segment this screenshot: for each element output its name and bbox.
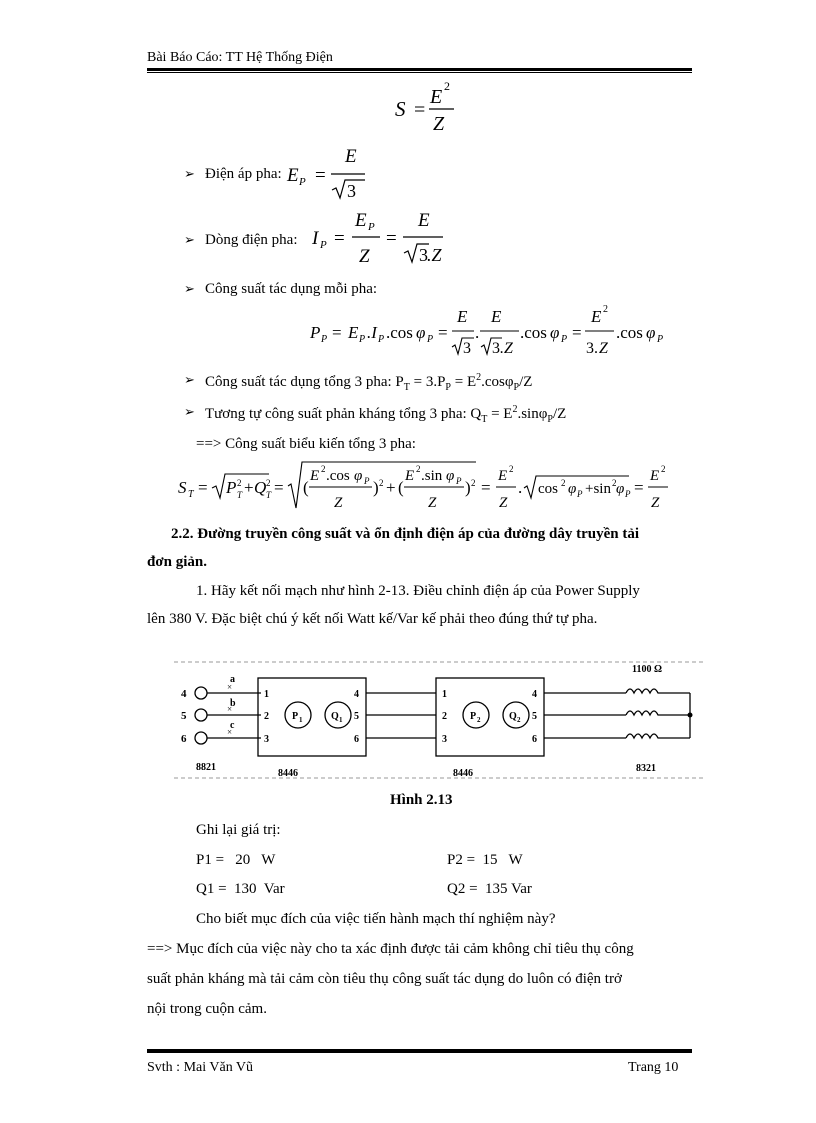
port2-in-1: 1 <box>442 689 447 700</box>
svg-text:.cos: .cos <box>326 468 350 484</box>
circuit-figure <box>170 658 710 782</box>
formula-ep <box>283 142 373 202</box>
formula-ip <box>308 206 448 270</box>
svg-text:2: 2 <box>509 464 514 474</box>
svg-text:=: = <box>414 99 426 121</box>
svg-text:2: 2 <box>603 304 608 315</box>
svg-text:φ: φ <box>550 323 560 342</box>
svg-text:2: 2 <box>237 478 242 488</box>
footer-rule <box>147 1049 692 1053</box>
svg-text:+sin: +sin <box>585 481 611 497</box>
record-p2: P2 = 15 W <box>447 852 523 868</box>
bullet4-tail: .cosφ <box>481 374 514 390</box>
port2-out-5: 5 <box>532 711 537 722</box>
bullet5-tail: .sinφ <box>517 406 548 422</box>
bullet-text-1: Điện áp pha: <box>205 166 282 182</box>
svg-text:=: = <box>274 478 284 497</box>
record-label: Ghi lại giá trị: <box>196 822 281 838</box>
svg-text:=: = <box>315 165 326 186</box>
svg-text:2: 2 <box>266 478 271 488</box>
svg-text:×: × <box>227 682 233 692</box>
svg-text:Z: Z <box>428 495 437 511</box>
meter-q2: Q <box>509 711 517 722</box>
svg-text:I: I <box>312 228 319 249</box>
meter-p1: P <box>292 711 299 722</box>
svg-text:E: E <box>355 210 367 231</box>
svg-text:E: E <box>348 323 359 342</box>
svg-text:2: 2 <box>444 79 450 93</box>
svg-text:=: = <box>481 478 491 497</box>
svg-text:×: × <box>227 704 233 714</box>
svg-text:): ) <box>373 478 379 497</box>
svg-text:P: P <box>625 489 631 499</box>
bullet-text-2: Dòng điện pha: <box>205 232 298 248</box>
svg-text:.: . <box>518 478 523 497</box>
svg-text:P: P <box>359 334 366 345</box>
svg-text:P: P <box>310 323 321 342</box>
svg-text:P: P <box>456 476 462 486</box>
bullet-marker-3: ➢ <box>184 282 195 297</box>
module-8446-label-2: 8446 <box>453 768 473 779</box>
svg-text:T: T <box>266 490 272 500</box>
svg-text:φ: φ <box>646 323 656 342</box>
phase-c: c <box>230 720 235 731</box>
svg-text:2: 2 <box>661 464 666 474</box>
meter-q1-sub: 1 <box>339 716 343 724</box>
port1-in-1: 1 <box>264 689 269 700</box>
svg-text:E: E <box>418 210 430 231</box>
bullet-marker-5: ➢ <box>184 405 195 420</box>
svg-text:3: 3 <box>463 340 471 357</box>
svg-text:T: T <box>237 490 243 500</box>
svg-text:E: E <box>457 307 468 326</box>
svg-text:E: E <box>287 165 299 186</box>
svg-text:=: = <box>438 323 448 342</box>
para1-line2: lên 380 V. Đặc biệt chú ý kết nối Watt kế/Var kế phải theo đúng thứ tự pha. <box>147 611 598 627</box>
module-8821-label: 8821 <box>196 762 216 773</box>
svg-text:φ: φ <box>568 481 577 497</box>
svg-text:E: E <box>650 468 660 484</box>
svg-text:.cos: .cos <box>520 323 547 342</box>
svg-text:φ: φ <box>446 468 455 484</box>
svg-text:Z: Z <box>359 246 370 267</box>
svg-text:Z: Z <box>334 495 343 511</box>
svg-text:.I: .I <box>367 323 377 342</box>
svg-text:=: = <box>386 228 397 249</box>
bullet-text-5: Tương tự công suất phản kháng tổng 3 pha: Q <box>205 406 482 422</box>
svg-text:3: 3 <box>492 340 500 357</box>
svg-text:φ: φ <box>616 481 625 497</box>
svg-text:Z: Z <box>499 495 508 511</box>
svg-text:P: P <box>657 334 664 345</box>
phase-b: b <box>230 698 236 709</box>
question: Cho biết mục đích của việc tiến hành mạch thí nghiệm này? <box>196 911 556 927</box>
port1-out-6: 6 <box>354 734 359 745</box>
figure-caption: Hình 2.13 <box>390 792 453 808</box>
bullet-line-4 <box>205 373 532 393</box>
svg-text:2: 2 <box>471 478 476 488</box>
resistor-label: 1100 Ω <box>632 664 662 675</box>
formula-st <box>176 458 676 518</box>
svg-text:T: T <box>188 489 194 500</box>
port2-out-4: 4 <box>532 689 537 700</box>
svg-text:.: . <box>475 323 480 342</box>
sub-phi: P <box>513 382 520 393</box>
svg-text:.sin: .sin <box>421 468 443 484</box>
svg-text:E: E <box>430 86 443 108</box>
svg-text:P: P <box>378 334 385 345</box>
svg-text:+: + <box>386 478 396 497</box>
svg-text:P: P <box>561 334 568 345</box>
svg-text:=: = <box>332 323 342 342</box>
footer-author: Svth : Mai Văn Vũ <box>147 1060 254 1075</box>
svg-text:=: = <box>572 323 582 342</box>
svg-text:E: E <box>405 468 415 484</box>
svg-text:): ) <box>465 478 471 497</box>
svg-text:2: 2 <box>379 478 384 488</box>
bullet4-end: /Z <box>519 374 533 390</box>
svg-text:Z: Z <box>433 113 445 134</box>
bullet-line-5 <box>205 405 566 425</box>
record-q1: Q1 = 130 Var <box>196 881 285 897</box>
sub-t: T <box>403 382 410 393</box>
svg-text:3.: 3. <box>586 340 598 357</box>
svg-text:P: P <box>321 334 328 345</box>
svg-text:φ: φ <box>354 468 363 484</box>
svg-text:=: = <box>634 478 644 497</box>
meter-q2-sub: 2 <box>517 716 521 724</box>
svg-text:P: P <box>368 221 375 233</box>
svg-text:3: 3 <box>347 181 356 201</box>
bullet-text-4: Công suất tác dụng tổng 3 pha: P <box>205 374 404 390</box>
terminal-left-5: 5 <box>181 710 187 722</box>
port1-out-4: 4 <box>354 689 359 700</box>
header-title: Bài Báo Cáo: TT Hệ Thống Điện <box>147 50 333 65</box>
sub-phi5: P <box>547 414 553 425</box>
svg-text:(: ( <box>303 478 309 497</box>
port2-in-3: 3 <box>442 734 447 745</box>
sup-2: 2 <box>476 372 482 383</box>
meter-p2-sub: 2 <box>477 716 481 724</box>
svg-text:×: × <box>227 727 233 737</box>
svg-text:P: P <box>427 334 434 345</box>
svg-text:3: 3 <box>419 245 428 265</box>
port1-in-2: 2 <box>264 711 269 722</box>
svg-text:P: P <box>299 176 306 188</box>
svg-text:S: S <box>178 478 187 497</box>
svg-text:.cos: .cos <box>616 323 643 342</box>
svg-text:P: P <box>320 239 327 251</box>
bullet4-mid: = 3.P <box>409 374 446 390</box>
port1-in-3: 3 <box>264 734 269 745</box>
svg-text:2: 2 <box>416 464 421 474</box>
bullet-marker-2: ➢ <box>184 233 195 248</box>
svg-text:.cos: .cos <box>386 323 413 342</box>
formula-pp <box>306 302 692 364</box>
bullet4-eq: = E <box>450 374 477 390</box>
terminal-left-6: 6 <box>181 733 187 745</box>
svg-text:.Z: .Z <box>500 340 513 357</box>
port1-out-5: 5 <box>354 711 359 722</box>
sub-t5: T <box>481 414 488 425</box>
svg-text:E: E <box>345 146 357 167</box>
footer-page: Trang 10 <box>628 1060 679 1075</box>
bullet-marker-1: ➢ <box>184 167 195 182</box>
phase-a: a <box>230 674 235 685</box>
svg-text:Q: Q <box>254 478 267 497</box>
answer-line2: suất phản kháng mà tải cảm còn tiêu thụ công suất tác dụng do luôn có điện trở <box>147 971 622 987</box>
svg-text:2: 2 <box>321 464 326 474</box>
svg-text:2: 2 <box>561 478 566 488</box>
svg-text:=: = <box>198 478 208 497</box>
svg-text:P: P <box>577 489 583 499</box>
svg-text:P: P <box>364 476 370 486</box>
module-8446-label-1: 8446 <box>278 768 298 779</box>
port2-out-6: 6 <box>532 734 537 745</box>
para1-line1: 1. Hãy kết nối mạch như hình 2-13. Điều chỉnh điện áp của Power Supply <box>196 583 640 599</box>
port2-in-2: 2 <box>442 711 447 722</box>
bullet5-eq: = E <box>487 406 513 422</box>
sup-2b: 2 <box>512 404 518 415</box>
formula-s <box>390 78 470 134</box>
svg-text:Z: Z <box>651 495 660 511</box>
svg-text:cos: cos <box>538 481 558 497</box>
apparent-power-line: ==> Công suất biểu kiến tổng 3 pha: <box>196 436 416 452</box>
meter-p2: P <box>470 711 477 722</box>
svg-text:(: ( <box>398 478 404 497</box>
terminal-left-4: 4 <box>181 688 187 700</box>
svg-text:2: 2 <box>612 478 617 488</box>
svg-text:E: E <box>310 468 320 484</box>
svg-text:.Z: .Z <box>427 245 442 265</box>
module-8321-label: 8321 <box>636 763 656 774</box>
svg-text:E: E <box>491 307 502 326</box>
meter-p1-sub: 1 <box>299 716 303 724</box>
svg-text:=: = <box>334 228 345 249</box>
sub-p: P <box>445 382 451 393</box>
bullet-text-3: Công suất tác dụng mỗi pha: <box>205 281 378 297</box>
answer-line3: nội trong cuộn cảm. <box>147 1001 267 1017</box>
answer-line1: ==> Mục đích của việc này cho ta xác định được tải cảm không chỉ tiêu thụ công <box>147 941 634 957</box>
meter-q1: Q <box>331 711 339 722</box>
svg-text:φ: φ <box>416 323 426 342</box>
svg-text:E: E <box>591 307 602 326</box>
section-heading-line1: 2.2. Đường truyền công suất và ổn định điện áp của đường dây truyền tải <box>171 526 640 542</box>
svg-text:P: P <box>226 478 237 497</box>
svg-text:E: E <box>498 468 508 484</box>
bullet5-end: /Z <box>552 406 567 422</box>
svg-text:S: S <box>395 97 406 121</box>
record-p1: P1 = 20 W <box>196 852 276 868</box>
svg-text:+: + <box>244 478 254 497</box>
header-rule <box>147 68 692 71</box>
header-rule-thin <box>147 72 692 73</box>
record-q2: Q2 = 135 Var <box>447 881 532 897</box>
bullet-marker-4: ➢ <box>184 373 195 388</box>
section-heading-line2: đơn giản. <box>147 554 207 570</box>
svg-text:Z: Z <box>599 340 608 357</box>
